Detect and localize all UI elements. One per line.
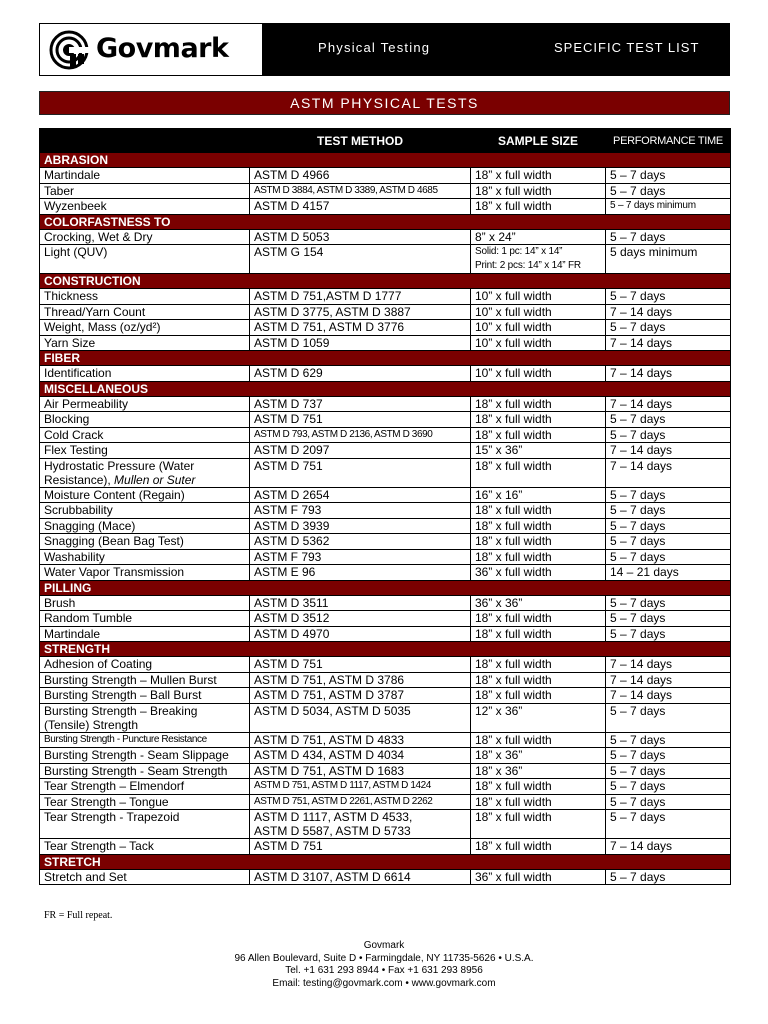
table-row [40, 810, 731, 839]
sample-size-cell: 16” x 16” [471, 487, 606, 503]
sample-size-cell: 18” x 36” [471, 748, 606, 764]
test-method-cell: ASTM E 96 [250, 565, 471, 581]
section-row [40, 580, 731, 595]
test-method-cell: ASTM D 751 [250, 412, 471, 428]
logo [40, 24, 262, 75]
sample-size-cell: 8” x 24” [471, 229, 606, 245]
table-row [40, 320, 731, 336]
test-name-cell: Cold Crack [40, 427, 250, 443]
sample-size-cell: 18” x full width [471, 611, 606, 627]
test-method-cell: ASTM D 751,ASTM D 1777 [250, 289, 471, 305]
performance-time-cell: 5 – 7 days [606, 427, 731, 443]
performance-time-cell: 5 – 7 days [606, 748, 731, 764]
section-title: FIBER [40, 351, 731, 366]
test-name-cell: Tear Strength – Tack [40, 839, 250, 855]
table-row [40, 396, 731, 412]
performance-time-cell: 5 – 7 days [606, 229, 731, 245]
footer-company: Govmark [363, 940, 405, 951]
performance-time-cell: 5 – 7 days [606, 289, 731, 305]
section-title: MISCELLANEOUS [40, 381, 731, 396]
performance-time-cell: 5 – 7 days [606, 703, 731, 732]
sample-size-cell: 18” x full width [471, 626, 606, 642]
performance-time-cell: 5 – 7 days [606, 810, 731, 839]
test-method-cell: ASTM D 2097 [250, 443, 471, 459]
performance-time-cell: 5 – 7 days [606, 518, 731, 534]
header-sample-size: SAMPLE SIZE [471, 129, 606, 153]
test-name-cell: Moisture Content (Regain) [40, 487, 250, 503]
test-method-cell: ASTM D 737 [250, 396, 471, 412]
test-method-cell: ASTM D 751, ASTM D 3776 [250, 320, 471, 336]
sample-size-cell: 18” x full width [471, 412, 606, 428]
performance-time-cell: 5 – 7 days [606, 595, 731, 611]
test-name-cell: Taber [40, 183, 250, 199]
sample-size-cell: 18” x full width [471, 183, 606, 199]
performance-time-cell: 7 – 14 days [606, 396, 731, 412]
table-row [40, 565, 731, 581]
page-header [39, 23, 730, 76]
test-name-cell: Random Tumble [40, 611, 250, 627]
test-name-cell: Martindale [40, 168, 250, 184]
test-name-cell: Hydrostatic Pressure (Water Resistance), Mullen or Suter [40, 458, 250, 487]
performance-time-cell: 5 – 7 days [606, 869, 731, 885]
table-row [40, 703, 731, 732]
sample-size-cell: 36” x 36” [471, 595, 606, 611]
test-method-cell: ASTM D 5053 [250, 229, 471, 245]
table-row [40, 794, 731, 810]
sample-size-cell: 18” x full width [471, 794, 606, 810]
test-name-cell: Bursting Strength - Puncture Resistance [40, 732, 250, 748]
performance-time-cell: 5 – 7 days [606, 763, 731, 779]
table-body [40, 153, 731, 885]
performance-time-cell: 5 – 7 days [606, 487, 731, 503]
table-row [40, 289, 731, 305]
test-name-cell: Tear Strength – Tongue [40, 794, 250, 810]
table-row [40, 549, 731, 565]
table-row [40, 534, 731, 550]
sample-size-cell: 18” x full width [471, 657, 606, 673]
test-name-cell: Light (QUV) [40, 245, 250, 274]
sample-size-cell: 18” x full width [471, 503, 606, 519]
table-row [40, 183, 731, 199]
sample-size-cell: 18” x full width [471, 839, 606, 855]
table-row [40, 611, 731, 627]
performance-time-cell: 5 – 7 days minimum [606, 199, 731, 215]
table-row [40, 869, 731, 885]
section-title: COLORFASTNESS TO [40, 214, 731, 229]
performance-time-cell: 5 – 7 days [606, 611, 731, 627]
test-name-cell: Blocking [40, 412, 250, 428]
sample-size-cell: 10” x full width [471, 366, 606, 382]
test-name-cell: Snagging (Mace) [40, 518, 250, 534]
test-method-cell: ASTM D 751, ASTM D 2261, ASTM D 2262 [250, 794, 471, 810]
sample-size-cell: 18” x full width [471, 672, 606, 688]
table-row [40, 672, 731, 688]
test-method-cell: ASTM D 793, ASTM D 2136, ASTM D 3690 [250, 427, 471, 443]
test-name-cell: Bursting Strength – Mullen Burst [40, 672, 250, 688]
sample-size-cell: 18” x 36” [471, 763, 606, 779]
table-row [40, 199, 731, 215]
test-name-cell: Washability [40, 549, 250, 565]
test-method-cell: ASTM D 4157 [250, 199, 471, 215]
sample-size-cell: Solid: 1 pc: 14” x 14” Print: 2 pcs: 14” x 14” FR [471, 245, 606, 274]
test-method-cell: ASTM D 3511 [250, 595, 471, 611]
table-row [40, 688, 731, 704]
section-row [40, 642, 731, 657]
performance-time-cell: 7 – 14 days [606, 657, 731, 673]
performance-time-cell: 7 – 14 days [606, 458, 731, 487]
section-title: STRENGTH [40, 642, 731, 657]
test-method-cell: ASTM D 4966 [250, 168, 471, 184]
test-name-cell: Identification [40, 366, 250, 382]
performance-time-cell: 7 – 14 days [606, 304, 731, 320]
performance-time-cell: 5 – 7 days [606, 794, 731, 810]
table-row [40, 518, 731, 534]
table-row [40, 779, 731, 795]
performance-time-cell: 5 – 7 days [606, 168, 731, 184]
test-method-cell: ASTM D 3939 [250, 518, 471, 534]
sample-size-cell: 12” x 36” [471, 703, 606, 732]
test-method-cell: ASTM D 751, ASTM D 4833 [250, 732, 471, 748]
test-name-cell: Water Vapor Transmission [40, 565, 250, 581]
brand-name: Govmark [96, 33, 229, 64]
table-row [40, 168, 731, 184]
test-method-cell: ASTM F 793 [250, 503, 471, 519]
test-name-cell: Flex Testing [40, 443, 250, 459]
performance-time-cell: 5 – 7 days [606, 412, 731, 428]
test-method-cell: ASTM D 3775, ASTM D 3887 [250, 304, 471, 320]
performance-time-cell: 5 days minimum [606, 245, 731, 274]
table-row [40, 229, 731, 245]
sample-size-cell: 10” x full width [471, 320, 606, 336]
table-row [40, 427, 731, 443]
performance-time-cell: 5 – 7 days [606, 534, 731, 550]
test-name-cell: Brush [40, 595, 250, 611]
sample-size-cell: 36” x full width [471, 869, 606, 885]
table-row [40, 335, 731, 351]
performance-time-cell: 5 – 7 days [606, 732, 731, 748]
test-method-cell: ASTM D 5034, ASTM D 5035 [250, 703, 471, 732]
sample-size-cell: 18” x full width [471, 810, 606, 839]
sample-size-cell: 18” x full width [471, 199, 606, 215]
test-name-cell: Adhesion of Coating [40, 657, 250, 673]
performance-time-cell: 7 – 14 days [606, 335, 731, 351]
performance-time-cell: 14 – 21 days [606, 565, 731, 581]
test-method-cell: ASTM D 434, ASTM D 4034 [250, 748, 471, 764]
test-table [39, 128, 731, 885]
test-method-cell: ASTM D 1117, ASTM D 4533, ASTM D 5587, ASTM D 5733 [250, 810, 471, 839]
performance-time-cell: 7 – 14 days [606, 672, 731, 688]
sample-size-cell: 18” x full width [471, 427, 606, 443]
test-name-cell: Bursting Strength - Seam Strength [40, 763, 250, 779]
sample-size-cell: 18” x full width [471, 779, 606, 795]
header-performance-time: PERFORMANCE TIME [606, 129, 731, 153]
test-method-cell: ASTM D 751, ASTM D 3787 [250, 688, 471, 704]
table-row [40, 657, 731, 673]
page-title: ASTM PHYSICAL TESTS [39, 91, 730, 115]
header-test-name [40, 129, 250, 153]
header-section-title: Physical Testing [318, 40, 431, 55]
table-row [40, 839, 731, 855]
performance-time-cell: 5 – 7 days [606, 779, 731, 795]
sample-size-cell: 18” x full width [471, 168, 606, 184]
section-title: PILLING [40, 580, 731, 595]
test-name-cell: Martindale [40, 626, 250, 642]
performance-time-cell: 5 – 7 days [606, 549, 731, 565]
test-name-cell: Tear Strength – Elmendorf [40, 779, 250, 795]
test-name-cell: Thread/Yarn Count [40, 304, 250, 320]
italic-note: Mullen or Suter [114, 472, 196, 487]
sample-size-cell: 18” x full width [471, 458, 606, 487]
performance-time-cell: 7 – 14 days [606, 443, 731, 459]
section-title: CONSTRUCTION [40, 274, 731, 289]
test-name-cell: Thickness [40, 289, 250, 305]
footer-address: 96 Allen Boulevard, Suite D • Farmingdale, NY 11735-5626 • U.S.A. [234, 952, 534, 964]
test-method-cell: ASTM D 5362 [250, 534, 471, 550]
sample-size-cell: 10” x full width [471, 335, 606, 351]
govmark-logo-icon [49, 30, 89, 70]
test-method-cell: ASTM D 751, ASTM D 1683 [250, 763, 471, 779]
test-method-cell: ASTM D 751, ASTM D 3786 [250, 672, 471, 688]
test-method-cell: ASTM D 3884, ASTM D 3389, ASTM D 4685 [250, 183, 471, 199]
test-method-cell: ASTM D 751, ASTM D 1117, ASTM D 1424 [250, 779, 471, 795]
sample-size-cell: 18” x full width [471, 549, 606, 565]
sample-size-cell: 18” x full width [471, 688, 606, 704]
section-row [40, 854, 731, 869]
section-row [40, 153, 731, 168]
table-row [40, 443, 731, 459]
test-method-cell: ASTM D 2654 [250, 487, 471, 503]
table-row [40, 412, 731, 428]
test-method-cell: ASTM F 793 [250, 549, 471, 565]
test-name-cell: Stretch and Set [40, 869, 250, 885]
performance-time-cell: 7 – 14 days [606, 366, 731, 382]
sample-size-cell: 15” x 36” [471, 443, 606, 459]
performance-time-cell: 7 – 14 days [606, 688, 731, 704]
test-name-cell: Weight, Mass (oz/yd²) [40, 320, 250, 336]
test-method-cell: ASTM D 751 [250, 657, 471, 673]
test-name-cell: Scrubbability [40, 503, 250, 519]
test-name-cell: Yarn Size [40, 335, 250, 351]
sample-size-cell: 18” x full width [471, 732, 606, 748]
performance-time-cell: 7 – 14 days [606, 839, 731, 855]
footer-email: Email: testing@govmark.com • www.govmark.com [272, 977, 496, 989]
table-row [40, 458, 731, 487]
performance-time-cell: 5 – 7 days [606, 503, 731, 519]
performance-time-cell: 5 – 7 days [606, 183, 731, 199]
table-row [40, 487, 731, 503]
table-row [40, 763, 731, 779]
table-row [40, 748, 731, 764]
section-title: ABRASION [40, 153, 731, 168]
section-row [40, 214, 731, 229]
sample-size-cell: 10” x full width [471, 304, 606, 320]
performance-time-cell: 5 – 7 days [606, 320, 731, 336]
table-row [40, 595, 731, 611]
section-row [40, 351, 731, 366]
table-row [40, 732, 731, 748]
test-method-cell: ASTM D 629 [250, 366, 471, 382]
table-row [40, 626, 731, 642]
header-doc-title: SPECIFIC TEST LIST [554, 40, 700, 55]
performance-time-cell: 5 – 7 days [606, 626, 731, 642]
table-row [40, 503, 731, 519]
test-name-cell: Crocking, Wet & Dry [40, 229, 250, 245]
test-name-cell: Tear Strength - Trapezoid [40, 810, 250, 839]
footnote: FR = Full repeat. [44, 910, 113, 921]
test-method-cell: ASTM D 1059 [250, 335, 471, 351]
test-method-cell: ASTM D 751 [250, 839, 471, 855]
sample-size-cell: 18” x full width [471, 518, 606, 534]
table-header-row [40, 129, 731, 153]
section-row [40, 381, 731, 396]
table-row [40, 366, 731, 382]
sample-size-cell: 18” x full width [471, 396, 606, 412]
section-row [40, 274, 731, 289]
sample-size-cell: 18” x full width [471, 534, 606, 550]
test-name-cell: Bursting Strength - Seam Slippage [40, 748, 250, 764]
test-name-cell: Bursting Strength – Breaking (Tensile) Strength [40, 703, 250, 732]
page-footer [0, 940, 768, 990]
sample-size-cell: 36” x full width [471, 565, 606, 581]
test-name-cell: Bursting Strength – Ball Burst [40, 688, 250, 704]
table-row [40, 304, 731, 320]
test-name-cell: Snagging (Bean Bag Test) [40, 534, 250, 550]
footer-phone: Tel. +1 631 293 8944 • Fax +1 631 293 8956 [285, 965, 483, 976]
table-row [40, 245, 731, 274]
test-method-cell: ASTM D 4970 [250, 626, 471, 642]
header-test-method: TEST METHOD [250, 129, 471, 153]
test-name-cell: Wyzenbeek [40, 199, 250, 215]
sample-size-cell: 10” x full width [471, 289, 606, 305]
section-title: STRETCH [40, 854, 731, 869]
test-method-cell: ASTM D 3512 [250, 611, 471, 627]
test-method-cell: ASTM D 751 [250, 458, 471, 487]
test-method-cell: ASTM G 154 [250, 245, 471, 274]
test-name-cell: Air Permeability [40, 396, 250, 412]
test-method-cell: ASTM D 3107, ASTM D 6614 [250, 869, 471, 885]
